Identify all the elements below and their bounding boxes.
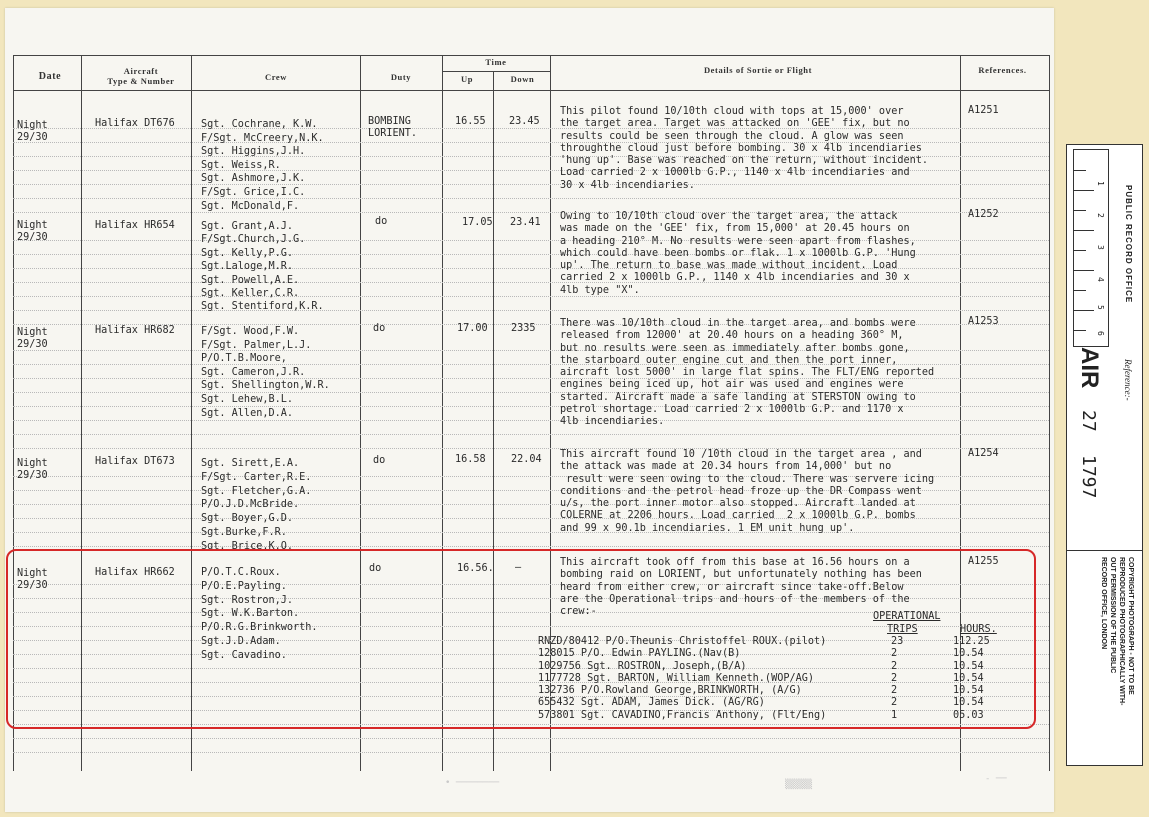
crew-name: 1177728 Sgt. BARTON, William Kenneth.(WOP/AG) bbox=[538, 672, 815, 684]
row3-ref: A1253 bbox=[968, 316, 999, 327]
crew-table-col-hours: HOURS. bbox=[960, 624, 997, 635]
rule-header-bottom bbox=[13, 90, 1049, 91]
row2-duty: do bbox=[375, 216, 388, 227]
header-time-down: Down bbox=[510, 74, 535, 84]
crew-trips: 23 bbox=[891, 636, 904, 647]
row5-down: — bbox=[515, 562, 522, 573]
crew-trips: 2 bbox=[891, 672, 898, 684]
header-aircraft-line2: Type & Number bbox=[107, 76, 175, 86]
scale-number: 3 bbox=[1096, 245, 1105, 250]
office-label: PUBLIC RECORD OFFICE bbox=[1124, 185, 1133, 304]
row1-date: Night 29/30 bbox=[17, 120, 48, 143]
row5-duty: do bbox=[369, 563, 382, 574]
row5-crew: P/O.T.C.Roux. P/O.E.Payling. Sgt. Rostron,J. Sgt. W.K.Barton. P/O.R.G.Brinkworth. Sgt.J.D.Adam. Sgt. Cavadino. bbox=[201, 567, 318, 661]
record-office-ruler bbox=[1066, 144, 1143, 766]
row2-up: 17.05 bbox=[462, 217, 493, 228]
highlight-box bbox=[6, 549, 1036, 729]
crew-hours: 10.54 bbox=[953, 672, 984, 684]
row4-up: 16.58 bbox=[455, 454, 486, 465]
row5-ref: A1255 bbox=[968, 556, 999, 567]
scale-number: 1 bbox=[1096, 181, 1105, 186]
row4-crew: Sgt. Sirett,E.A. F/Sgt. Carter,R.E. Sgt. Fletcher,G.A. P/O.J.D.McBride. Sgt. Boyer,G.D. Sgt.Burke,F.R. Sgt. Brice,K.O. bbox=[201, 458, 312, 552]
crew-trips: 2 bbox=[891, 648, 898, 660]
crew-hours: 10.54 bbox=[953, 648, 984, 660]
crew-trips: 2 bbox=[891, 660, 898, 672]
row3-details: There was 10/10th cloud in the target area, and bombs were released from 12000' at 20.40 hours on a heading 360° M, but no results were seen as immediately after bombs gone, the starboard outer engine cut and then the port inner, aircraft lost 5000' in large flat spins. The FLT/ENG reported engines being iced up, hot air was used and engines were started. Aircraft made a safe landing at STERSTON owing to petrol shortage. Load carried 2 x 1000lb G.P. and 1170 x 4lb incendiaries. bbox=[560, 318, 935, 428]
header-duty: Duty bbox=[390, 72, 412, 82]
header-date: Date bbox=[38, 71, 62, 82]
scale-number: 5 bbox=[1096, 305, 1105, 310]
row5-aircraft: Halifax HR662 bbox=[95, 567, 175, 578]
crew-trips: 2 bbox=[891, 697, 898, 709]
crew-name: 573801 Sgt. CAVADINO,Francis Anthony, (Flt/Eng) bbox=[538, 709, 827, 721]
row4-aircraft: Halifax DT673 bbox=[95, 456, 175, 467]
header-details: Details of Sortie or Flight bbox=[703, 65, 813, 75]
row1-ref: A1251 bbox=[968, 105, 999, 116]
crew-table-heading: OPERATIONAL bbox=[873, 611, 941, 622]
row1-down: 23.45 bbox=[509, 116, 540, 127]
row3-crew: F/Sgt. Wood,F.W. F/Sgt. Palmer,L.J. P/O.T.B.Moore, Sgt. Cameron,J.R. Sgt. Shellington,W.R. Sgt. Lehew,B.L. Sgt. Allen,D.A. bbox=[201, 326, 330, 419]
row1-crew: Sgt. Cochrane, K.W. F/Sgt. McCreery,N.K. Sgt. Higgins,J.H. Sgt. Weiss,R. Sgt. Ashmore,J.K. F/Sgt. Grice,I.C. Sgt. McDonald,F. bbox=[201, 119, 324, 212]
row2-ref: A1252 bbox=[968, 209, 999, 220]
bleed-through-mark: - ── bbox=[985, 774, 1007, 784]
scale-number: 2 bbox=[1096, 213, 1105, 218]
row1-details: This pilot found 10/10th cloud with tops at 15,000' over the target area. Target was attacked on 'GEE' fix, but no results could be seen through the cloud. A glow was seen throughthe cloud just before bombing. 30 x 4lb incendiaries 'hung up'. Base was reached on the return, without incident. Load carried 2 x 1000lb G.P., 1140 x 4lb incendiaries and 30 x 4lb incendiaries. bbox=[560, 106, 929, 191]
crew-hours: 10.54 bbox=[953, 660, 984, 672]
row3-aircraft: Halifax HR682 bbox=[95, 325, 175, 336]
row3-date: Night 29/30 bbox=[17, 327, 48, 350]
row2-crew: Sgt. Grant,A.J. F/Sgt.Church,J.G. Sgt. Kelly,P.G. Sgt.Laloge,M.R. Sgt. Powell,A.E. Sgt. Keller,C.R. Sgt. Stentiford,K.R. bbox=[201, 221, 324, 313]
crew-name: 128015 P/O. Edwin PAYLING.(Nav(B) bbox=[538, 648, 741, 660]
item-number: 1797 bbox=[1078, 455, 1099, 499]
row5-details: This aircraft took off from this base at 16.56 hours on a bombing raid on LORIENT, but unfortunately nothing has been heard from either crew, or aircraft since take-off.Below are the Operational trips and hours of the members of the crew:- bbox=[560, 557, 922, 618]
rule-time bbox=[442, 71, 550, 72]
row4-date: Night 29/30 bbox=[17, 458, 48, 481]
row4-duty: do bbox=[373, 455, 386, 466]
bleed-through-mark: • ──────── bbox=[445, 778, 500, 788]
crew-hours: 10.54 bbox=[953, 685, 984, 697]
series-code: AIR bbox=[1076, 347, 1103, 389]
row5-date: Night 29/30 bbox=[17, 568, 48, 591]
header-time: Time bbox=[485, 57, 507, 67]
scale-number: 4 bbox=[1096, 277, 1105, 282]
row2-details: Owing to 10/10th cloud over the target area, the attack was made on the 'GEE' fix, from 15,000' at 20.45 hours on a heading 210° M. No results were seen apart from flashes, which could have been bombs or flak. 1 x 1000lb G.P. 'Hung up'. The return to base was made without incident. Load carried 2 x 1000lb G.P., 1140 x 4lb incendiaries and 30 x 4lb type "X". bbox=[560, 211, 916, 296]
row2-aircraft: Halifax HR654 bbox=[95, 220, 175, 231]
row3-duty: do bbox=[373, 323, 386, 334]
copyright-divider bbox=[1067, 550, 1142, 551]
bleed-through-mark: ▒▒▒▒▒ bbox=[785, 780, 813, 790]
copyright-notice: COPYRIGHT PHOTOGRAPH - NOT TO BE REPRODUCED PHOTOGRAPHICALLY WITH- OUT PERMISSION OF THE PUBLIC RECORD OFFICE, LONDON bbox=[1100, 557, 1134, 706]
crew-hours: 112.25 bbox=[953, 636, 990, 647]
crew-table-col-trips: TRIPS bbox=[887, 624, 918, 635]
row2-down: 23.41 bbox=[510, 217, 541, 228]
row1-aircraft: Halifax DT676 bbox=[95, 118, 175, 129]
piece-number: 27 bbox=[1078, 410, 1099, 432]
reference-label: Reference:- bbox=[1123, 359, 1133, 401]
rule-top bbox=[13, 55, 1049, 56]
crew-name: RNZD/80412 P/O.Theunis Christoffel ROUX.(pilot) bbox=[538, 636, 827, 647]
header-aircraft-line1: Aircraft bbox=[123, 66, 159, 76]
row4-down: 22.04 bbox=[511, 454, 542, 465]
row3-down: 2335 bbox=[511, 323, 536, 334]
crew-trips: 2 bbox=[891, 685, 898, 697]
crew-name: 1029756 Sgt. ROSTRON, Joseph,(B/A) bbox=[538, 660, 747, 672]
scale-number: 6 bbox=[1096, 331, 1105, 336]
crew-hours: 05.03 bbox=[953, 709, 984, 721]
row5-up: 16.56. bbox=[457, 563, 494, 574]
header-aircraft bbox=[91, 66, 191, 86]
row1-duty: BOMBING LORIENT. bbox=[368, 116, 418, 139]
row4-details: This aircraft found 10 /10th cloud in the target area , and the attack was made at 20.34 hours from 14,000' but no result were seen owing to the cloud. There was servere icing conditions and the petrol head froze up the DR Compass went u/s, the port inner motor also stopped. Aircraft landed at COLERNE at 2206 hours. Load carried 2 x 1000lb G.P. bombs and 99 x 90.1b incendiaries. 1 EM unit hung up'. bbox=[560, 449, 935, 534]
row4-ref: A1254 bbox=[968, 448, 999, 459]
header-references: References. bbox=[978, 65, 1027, 75]
crew-name: 132736 P/O.Rowland George,BRINKWORTH, (A/G) bbox=[538, 685, 802, 697]
row3-up: 17.00 bbox=[457, 323, 488, 334]
header-crew: Crew bbox=[264, 72, 288, 82]
row2-date: Night 29/30 bbox=[17, 220, 48, 243]
header-time-up: Up bbox=[460, 74, 474, 84]
rule-v8 bbox=[1049, 55, 1050, 771]
row1-up: 16.55 bbox=[455, 116, 486, 127]
crew-hours: 10.54 bbox=[953, 697, 984, 709]
crew-name: 655432 Sgt. ADAM, James Dick. (AG/RG) bbox=[538, 697, 765, 709]
crew-trips: 1 bbox=[891, 709, 898, 721]
